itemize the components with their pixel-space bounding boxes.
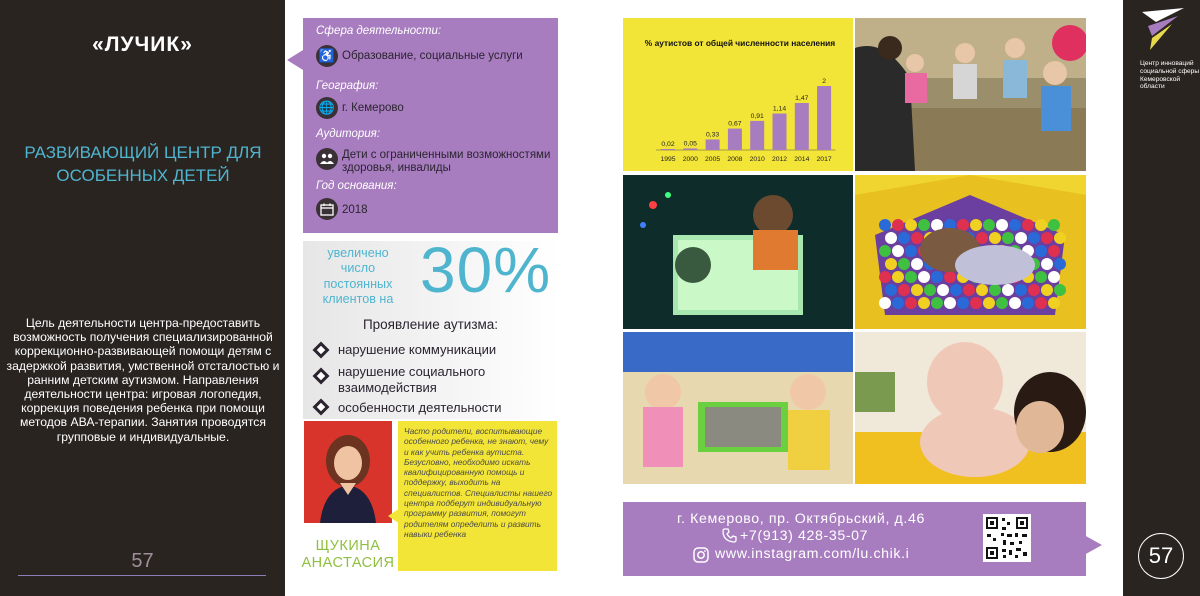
globe-icon: 🌐 [316,97,338,119]
quote-text: Часто родители, воспитывающие особенного ребенка, не знают, чему и как учить ребенка аутиста. Безусловно, необходимо искать квалифицированную помощь и поддержку, выходить на специалистов. Специалисты нашего центра подберут индивидуальную программу развития, помогут родителям определить и развить навыки ребенка [404,426,553,539]
bullet-text: особенности деятельности [338,400,502,415]
page-number-left: 57 [131,550,154,572]
person-photo [304,421,392,523]
chart-bar [817,86,831,150]
chart-bar [728,129,742,150]
left-panel [0,0,285,596]
chart-tick-label: 2000 [682,156,698,163]
sphere-value: Образование, социальные услуги [342,50,523,62]
chart-bar [683,148,697,150]
logo-text: Центр инноваций социальной сферы Кемеровской области [1140,60,1200,91]
chart-tick-label: 2008 [727,156,743,163]
chart-bar [661,149,675,150]
center-description: Цель деятельности центра-предоставить возможность получения специализированной коррекционно-развивающей помощи детям с задержкой развития, умственной отсталостью и ранним детским аутизмом. Направления деятельности центра: игровая логопедия, коррекция поведения ребенка при помощи методов АВА-терапии. Занятия проводятся групповые и индивидуальные. [6,316,280,444]
org-name: «ЛУЧИК» [92,33,193,56]
instagram-icon [693,547,709,563]
chart-tick-label: 2005 [705,156,721,163]
founded-label: Год основания: [316,180,397,192]
chart-data-label: 0,91 [750,112,764,120]
founded-value: 2018 [342,204,368,216]
geo-label: География: [316,80,379,92]
instagram-link[interactable]: www.instagram.com/lu.chik.i [715,546,910,562]
chart-tick-label: 2010 [749,156,765,163]
people-icon [316,148,338,170]
chart-tick-label: 2012 [771,156,788,163]
chart-bar [795,103,809,150]
wheelchair-icon: ♿ [316,45,338,67]
contact-pointer [1084,535,1102,555]
address-text: г. Кемерово, пр. Октябрьский, д.46 [677,511,925,527]
photo-children-room [855,18,1086,171]
chart-bar [706,139,720,150]
phone-icon [722,528,737,543]
calendar-icon [316,198,338,220]
geo-value: г. Кемерово [342,102,404,114]
autism-title: Проявление аутизма: [362,317,499,332]
chart-data-label: 2 [822,78,826,85]
center-title: РАЗВИВАЮЩИЙ ЦЕНТР ДЛЯ ОСОБЕННЫХ ДЕТЕЙ [24,143,262,185]
autism-bar-chart [623,18,853,171]
chart-data-label: 1,14 [772,105,787,113]
qr-code-icon[interactable] [983,514,1031,562]
chart-bar [773,114,787,150]
page-number-right: 57 [1138,533,1184,579]
chart-title: % аутистов от общей численности населения [644,38,836,48]
audience-value: Дети с ограниченными возможностями здоровья, инвалиды [342,149,551,174]
stat-description: увеличено число постоянных клиентов на [322,246,394,306]
photo-ball-pool [855,175,1086,329]
chart-data-label: 0,67 [728,120,742,128]
stat-value: 30% [420,234,552,306]
info-pointer [287,50,303,70]
chart-tick-label: 1995 [660,156,676,163]
phone-link[interactable]: +7(913) 428-35-07 [740,528,869,544]
photo-doll-hug [855,332,1086,484]
chart-data-label: 1,47 [795,94,809,102]
chart-data-label: 0,33 [705,131,720,139]
logo-icon [1138,6,1188,52]
divider-line [18,575,266,576]
person-name: ЩУКИНА АНАСТАСИЯ [301,538,395,571]
chart-bar [750,121,764,150]
photo-sand-play [623,332,853,484]
bullet-text: нарушение коммуникации [338,342,497,357]
audience-label: Аудитория: [316,128,381,140]
chart-tick-label: 2017 [816,156,832,163]
photo-light-table [623,175,853,329]
chart-data-label: 0,02 [661,141,675,148]
chart-data-label: 0,05 [683,140,697,148]
bullet-text: нарушение социального взаимодействия [338,364,486,395]
sphere-label: Сфера деятельности: [316,25,442,37]
chart-tick-label: 2014 [794,156,810,163]
